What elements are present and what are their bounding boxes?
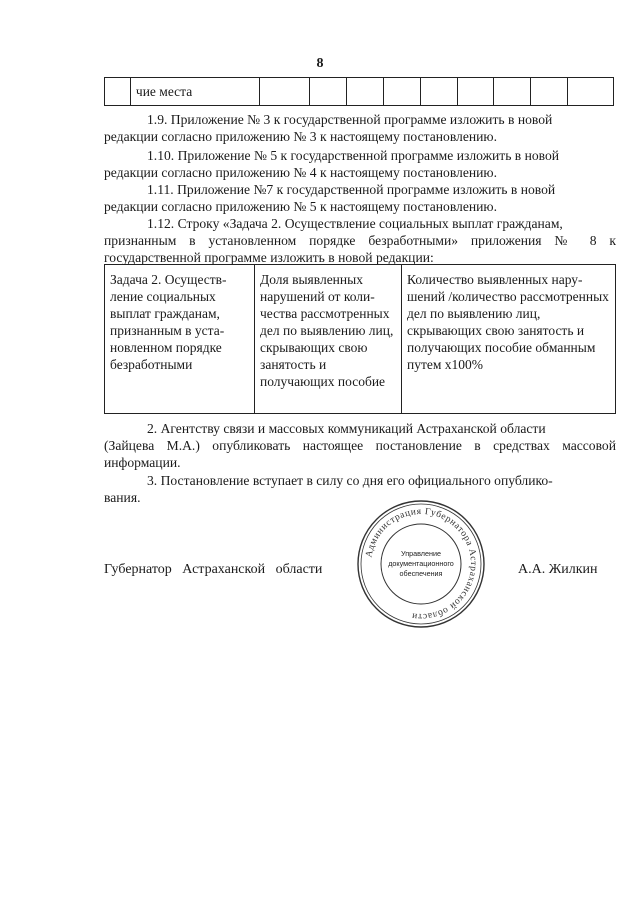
formula-cell: Количество выявленных нарушений /количество рассмотренных дел по выявлению лиц, скрывающих свою занятость и получающих пособие обманным путем х100%	[407, 272, 609, 372]
stamp-line-3: обеспечения	[399, 569, 443, 578]
official-stamp	[355, 498, 487, 630]
table-cell	[421, 78, 458, 105]
signatory-name: А.А. Жилкин	[518, 562, 598, 577]
task-2-table	[104, 264, 616, 414]
signatory-position: Губернатор Астраханской области	[104, 562, 323, 577]
paragraph-1-9: 1.9. Приложение № 3 к государственной программе изложить в новой редакции согласно приложению № 3 к настоящему постановлению.	[104, 112, 553, 144]
stamp-line-1: Управление	[401, 549, 441, 558]
paragraph-1-10: 1.10. Приложение № 5 к государственной программе изложить в новой редакции согласно приложению № 4 к настоящему постановлению.	[104, 148, 560, 180]
paragraph-1-11: 1.11. Приложение №7 к государственной программе изложить в новой редакции согласно приложению № 5 к настоящему постановлению.	[104, 182, 556, 214]
page-number: 8	[316, 56, 324, 71]
paragraph-2: 2. Агентству связи и массовых коммуникаций Астраханской области (Зайцева М.А.) опубликовать настоящее постановление в средствах массовой информации.	[104, 421, 616, 470]
stamp-ring-text: Администрация Губернатора Астраханской области	[364, 506, 479, 622]
table-cell-index	[105, 78, 131, 105]
table-cell	[531, 78, 568, 105]
continuation-table-row	[104, 77, 614, 106]
table-cell	[384, 78, 421, 105]
paragraph-1-12: 1.12. Строку «Задача 2. Осуществление социальных выплат гражданам, признанным в установленном порядке безработными» приложения № 8 к государственной программе изложить в новой редакции:	[104, 216, 616, 265]
table-cell	[568, 78, 613, 105]
table-cell	[458, 78, 495, 105]
paragraph-3: 3. Постановление вступает в силу со дня его официального опублико- вания.	[104, 473, 553, 505]
task-name-cell: Задача 2. Осуществление социальных выплат гражданам, признанным в установленном порядке безработными	[105, 265, 255, 413]
table-cell	[310, 78, 347, 105]
table-cell	[494, 78, 531, 105]
indicator-cell: Доля выявленных нарушений от количества рассмотренных дел по выявлению лиц, скрывающих свою занятость и получающих пособие	[255, 265, 402, 413]
table-cell	[260, 78, 310, 105]
stamp-line-2: документационного	[388, 559, 454, 568]
table-cell	[347, 78, 384, 105]
table-cell-text: чие места	[131, 78, 260, 105]
